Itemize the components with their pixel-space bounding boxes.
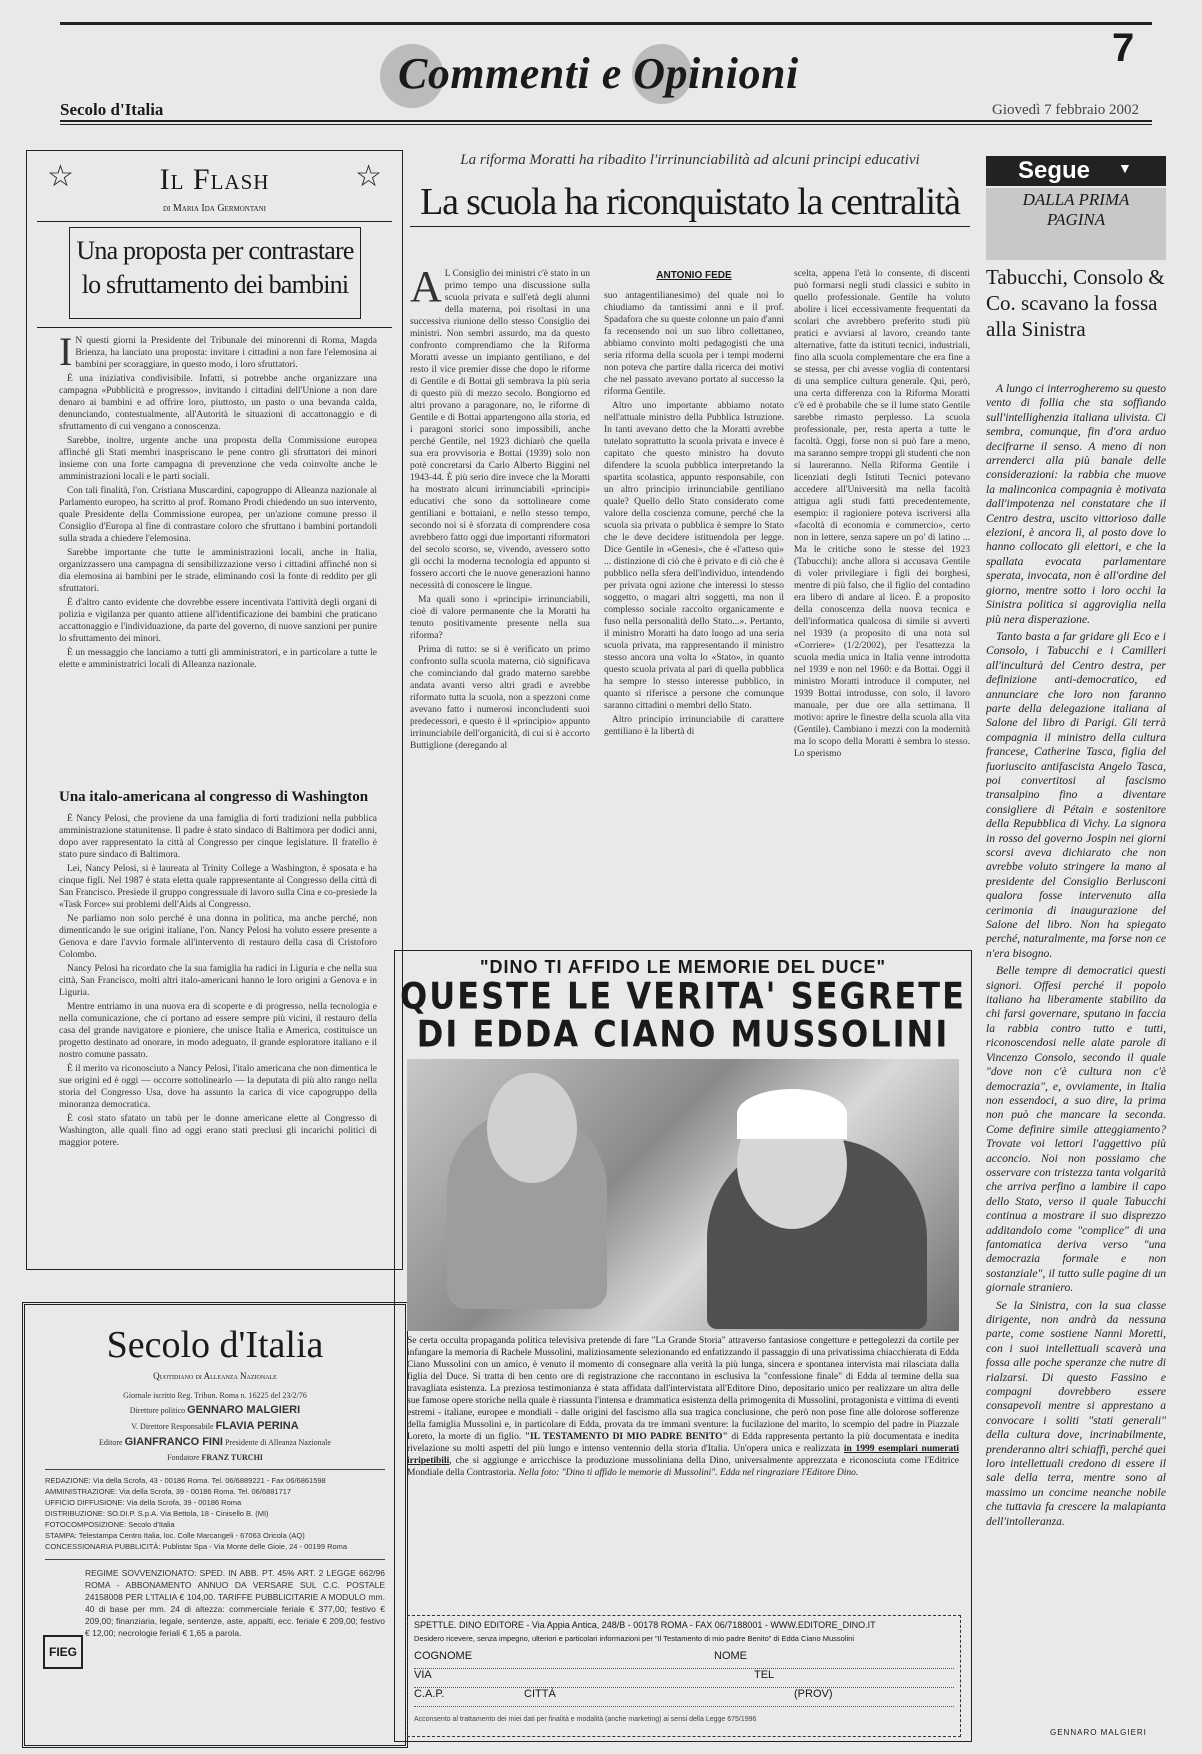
star-icon: ☆ [47,160,74,193]
article-author: ANTONIO FEDE [656,270,732,281]
article-col-2: suo antagentilianesimo) del quale noi lo chiudiamo da tantissimi anni e il prof. Spadafora che su queste colonne un paio d'anni fa recensendo noi un suo libro collettaneo, abbiamo convinto molti pedagogisti che una seria riforma della scuola per i tempi moderni non poteva che partire dalla ricerca dei motivi che nel passato avevano portato al successo la riforma Gentile. Altro uno importante abbiamo notato nell'attuale ministro della Pubblica Istruzione. In tanti avevano detto che la Moratti avrebbe tutelato soprattutto la scuola privata e invece è capitato che questo ministro ha dovuto difendere la scuola pubblica interpretando la spartita scolastica, appunto responsabile, con un altro principio irrinunciabile gentiliano quale? Quello dello Stato considerato come valore della coscienza comune, perché che la scuola sia privata o pubblica è sempre lo Stato che le deve decidere istituendola per legge. Dice Gentile in «Genesi», che è «l'atteso qui» ... distinzione di ciò che è privato e di ciò che è pubblico nella sfera dell'individuo, intendendo per privata ogni azione che interessi lo stesso soggetto, o magari altri soggetti, ma non il complesso sociale raccolto organicamente e fuso nella personalità dello Stato...». Pertanto, il ministro Moratti ha dato luogo ad una seria scuola privata, ma rappresentando il ministro stesso ancora una volta lo «Stato», in quanto questo scuola privata al pari di quella pubblica ha sempre lo stesso interesse pubblico, in quanto si riferisce a persone che comunque saranno cittadini o membri dello Stato. Altro principio irrinunciabile di carattere gentiliano è la libertà di [604,291,784,737]
advert-photo [407,1059,959,1331]
date: Giovedì 7 febbraio 2002 [992,102,1140,118]
flash-kicker: Il Flash [159,163,270,196]
colophon-title: Secolo d'Italia [106,1324,324,1366]
flash-box [26,150,403,1270]
segue-signature: GENNARO MALGIERI [1050,1728,1147,1737]
colophon-info: REDAZIONE: Via della Scrofa, 43 - 00186 Roma. Tel. 06/6889221 - Fax 06/6861598 AMMINISTRAZIONE: Via della Scrofa, 39 - 00186 Roma. Tel. 06/6881717 UFFICIO DIFFUSIONE: Via della Scrofa, 39 - 00186 Roma DISTRIBUZIONE: SO.DI.P. S.p.A. Via Bettola, 18 - Cinisello B. (MI) FOTOCOMPOSIZIONE: Secolo d'Italia STAMPA: Telestampa Centro Italia, loc. Colle Marcangeli - 67063 Oricola (AQ) CONCESSIONARIA PUBBLICITÀ: Publistar Spa - Via Monte delle Gioie, 24 - 00199 Roma [45,1476,348,1551]
advert-headline-1: QUESTE LE VERITA' SEGRETE [400,974,966,1018]
colophon-subtitle: Quotidiano di Alleanza Nazionale [153,1371,277,1381]
advert-top-line: "DINO TI AFFIDO LE MEMORIE DEL DUCE" [479,957,887,977]
fieg-logo: FIEG [43,1635,83,1669]
coupon: SPETTLE. DINO EDITORE - Via Appia Antica, 248/B - 00178 ROMA - FAX 06/7188001 - WWW.EDITORE_DINO.IT Desidero ricevere, senza impegno, ulteriori e particolari informazioni per "Il Testamento di mio padre Benito" di Edda Ciano Mussolini COGNOME NOME VIA TEL C.A.P. CITTÀ (PROV) Acconsento al trattamento dei miei dati per finalità e modalità (anche marketing) ai sensi della Legge 675/1996 [407,1615,961,1737]
cap-label: C.A.P. [414,1688,445,1700]
article-col-3: scelta, appena l'età lo consente, di discenti può formarsi negli studi classici e subito in quello professionale. Gentile ha voluto abolire i licei eccessivamente frequentati da scolari che avrebbero preferito studi più pratici e avviarsi al lavoro, creando tante alternative, fatte da istituti tecnici, industriali, fino alla scuola complementare che era fine a se stessa, per chi avesse voglia di contentarsi di una semplice cultura generale. Qui, però, una certa differenza con la Riforma Moratti c'è ed è probabile che se il lume stato Gentile sarebbe rimasto perplesso. La scuola professionale, per, resta aperta a tutte le facoltà. Oggi, forse non si può fare a meno, ma saranno sempre troppi gli studenti che non si laureranno. Nella Riforma Gentile i licenziati degli Istituti Tecnici potevano accedere all'Università ma nella facoltà attigua agli studi fatti precedentemente, esempio: il ragioniere poteva iscriversi alla «facoltà di economia e commercio», certo non in lettere, senza sapere un po' di latino ... Ma le critiche sono le stesse del 1923 (Tabucchi): anche allora si accusava Gentile di voler privilegiare i figli dei borghesi, mentre di più falso, che il figlio del contadino era libero di andare al liceo. È a proposito della conoscenza della nuova tecnica e dell'informatica qualcosa di simile si avvertì nel 1939 (a proposito di una nota sul «Corriere» (1/2/2002), per l'esattezza la scuola media unica in Italia venne introdotta nel 1939 e non nel 1960: e da Bottai. Oggi il ministro Moratti introduce il computer, nel 1939 Bottai introdusse, con solo, il lavoro manuale, per due ore alla settimana. Il motivo: aprire le finestre della scuola alla vita (Gentile). Cambiano i mezzi con la modernità ma lo scopo della Moratti è sembra lo stesso. Lo sperismo [794,269,970,759]
via-label: VIA [414,1669,432,1681]
flash-byline: di Maria Ida Germontani [163,203,266,214]
segue-sub: DALLA PRIMA PAGINA [986,188,1166,260]
article-headline: La scuola ha riconquistato la centralità [420,181,960,223]
advert-headline-2: DI EDDA CIANO MUSSOLINI [416,1012,950,1056]
paper-name: Secolo d'Italia [60,100,164,119]
page-number: 7 [1112,26,1135,70]
colophon-box: Secolo d'Italia Quotidiano di Alleanza Nazionale Giornale iscritto Reg. Tribun. Roma n. 16225 del 23/2/76 Direttore politico GENNARO MALGIERI V. Direttore Responsabile FLAVIA PERINA Editore GIANFRANCO FINI Presidente di Alleanza Nazionale Fondatore FRANZ TURCHI REDAZIONE: Via della Scrofa, 43 - 00186 Roma. Tel. 06/6889221 - Fax 06/6861598 AMMINISTRAZIONE: Via della Scrofa, 39 - 00186 Roma. Tel. 06/6881717 UFFICIO DIFFUSIONE: Via della Scrofa, 39 - 00186 Roma DISTRIBUZIONE: SO.DI.P. S.p.A. Via Bettola, 18 - Cinisello B. (MI) FOTOCOMPOSIZIONE: Secolo d'Italia STAMPA: Telestampa Centro Italia, loc. Colle Marcangeli - 67063 Oricola (AQ) CONCESSIONARIA PUBBLICITÀ: Publistar Spa - Via Monte delle Gioie, 24 - 00199 Roma REGIME SOVVENZIONATO: SPED. IN ABB. PT. 45% ART. 2 LEGGE 662/96 ROMA - ABBONAMENTO ANNUO DA VERSARE SUL C.C. POSTALE 24158008 PER L'ITALIA € 104,00. TARIFFE PUBBLICITARIE A MODULO mm. 40 di base per mm. 24 di altezza: commerciale feriale € 377,00; festivo € 209,00; finanziaria, legale, sentenze, aste, appalti, ecc. feriale € 209,00; festivo € 12,00; necrologie feriali € 1,65 a parola. FIEG [22,1302,408,1748]
star-icon: ☆ [355,160,382,193]
citta-label: CITTÀ [524,1688,556,1700]
drop-cap: I [59,335,73,374]
flash-headline-box [69,227,361,319]
article-kicker: La riforma Moratti ha ribadito l'irrinunciabilità ad alcuni principi educativi [460,152,920,168]
flash-body: I N questi giorni la Presidente del Tribunale dei minorenni di Roma, Magda Brienza, ha lanciato una proposta: invitare i cittadini a non fare l'elemosina ai bambini per scoraggiare, in questo modo, i loro sfruttatori. È una iniziativa condivisibile. Infatti, si potrebbe anche organizzare una campagna «Pubblicità e progresso», invitando i cittadini dell'Unione a non dare denaro ai bambini e ad offrire loro, piuttosto, un pasto o una bevanda calda, denunciando, contestualmente, all'Autorità le situazioni di accattonaggio e di sfruttamento di cui vengano a conoscenza. Sarebbe, inoltre, urgente anche una proposta della Commissione europea affinché gli Stati membri inaspriscano le pene contro gli sfruttatori dei minori insieme con una forte campagna di prevenzione che veda coinvolte anche le amministrazioni locali e le parti sociali. Con tali finalità, l'on. Cristiana Muscardini, capogruppo di Alleanza nazionale al Parlamento europeo, ha scritto al prof. Romano Prodi chiedendo un suo intervento, quale Presidente della Commissione europea, per un'azione comune presso il Consiglio d'Europa al fine di contrastare coloro che sfruttano i bambini portandoli sulla strada a chiedere l'elemosina. Sarebbe importante che tutte le amministrazioni locali, anche in Italia, organizzassero una campagna di sensibilizzazione verso i cittadini affinché non si dia elemosina ai bambini per le strade, eliminando così la fonte di reddito per gli sfruttatori. È d'altro canto evidente che dovrebbe essere incentivata l'attività degli organi di polizia e vigilanza per quanto attiene all'identificazione dei bambini che praticano accattonaggio e l'individuazione, da parte del governo, di nuove sanzioni per punire lo sfruttamento dei minori. È un messaggio che lanciamo a tutti gli amministratori, e in particolare a tutte le elette e amministratrici locali di Alleanza nazionale. [59,335,377,670]
colophon-subscriptions: REGIME SOVVENZIONATO: SPED. IN ABB. PT. 45% ART. 2 LEGGE 662/96 ROMA - ABBONAMENTO ANNUO DA VERSARE SUL C.C. POSTALE 24158008 PER L'ITALIA € 104,00. TARIFFE PUBBLICITARIE A MODULO mm. 40 di base per mm. 24 di altezza: commerciale feriale € 377,00; festivo € 209,00; finanziaria, legale, sentenze, aste, appalti, ecc. feriale € 209,00; festivo € 12,00; necrologie feriali € 1,65 a parola. [85,1568,385,1638]
flash-sub-body: È Nancy Pelosi, che proviene da una famiglia di forti tradizioni nella pubblica amministrazione statunitense. Il padre è stato sindaco di Baltimora per dodici anni, dopo aver rappresentato la città al Congresso per cinque legislature. Il fratello è stato pure sindaco di Baltimora. Lei, Nancy Pelosi, si è laureata al Trinity College a Washington, è sposata e ha cinque figli. Nel 1987 è stata eletta quale rappresentante al Congresso della città di San Francisco. Presiede il gruppo congressuale di lavoro sulla Cina e co-presiede la «Task Force» sui problemi dell'Aids al Congresso. Ne parliamo non solo perché è una donna in politica, ma anche perché, non dimenticando le sue origini italiane, l'on. Nancy Pelosi ha voluto essere presente a Genova e dare l'avvio formale all'intervento di restauro della casa di Cristoforo Colombo. Nancy Pelosi ha ricordato che la sua famiglia ha radici in Liguria e che nella sua città, San Francisco, molti altri italo-americani hanno le loro origini a Genova e in Liguria. Mentre entriamo in una nuova era di scoperte e di progresso, nella tecnologia e nella comunicazione, che ci portano ad essere sempre più vicini, il restauro della casa del grande navigatore e pioniere, che unisce Italia e America, costituisce un progetto destinato ad onorare, in modo adeguato, il grande esploratore italiano e il nostro comune passato. È il merito va riconosciuto a Nancy Pelosi, l'italo americana che non dimentica le sue origini ed è oggi — occorre sottolinearlo — la deputata di più alto rango nella storia del Congresso Usa, dove ha assunto la carica di vice capogruppo della minoranza democratica. È così stato sfatato un tabù per le donne americane elette al Congresso di Washington, alle quali fino ad oggi erano stati preclusi gli incarichi politici di maggior potere. [59,814,377,1148]
nome-label: NOME [714,1650,747,1662]
flash-headline: Una proposta per contrastare lo sfruttamento dei bambini [76,236,354,299]
advert-box [394,950,972,1742]
prov-label: (PROV) [794,1688,833,1700]
drop-cap: A [410,268,442,311]
cognome-label: COGNOME [414,1650,473,1662]
segue-banner: Segue ▼ [986,156,1166,186]
advert-body: Se certa occulta propaganda politica televisiva pretende di fare "La Grande Storia" attraverso fantasiose congetture e pettegolezzi da cortile per infangare la memoria di Rachele Mussolini, maliziosamente selezionando ed enfatizzando il passaggio di una privatissima chiacchierata di Edda Ciano Mussolini con un amico, è venuto il momento di consegnare alla verità la più lunga, sincera e spontanea intervista mai rilasciata dalla figlia del Duce. Si tratta di ben cento ore di registrazione che raccontano in esclusiva la "confessione finale" di Edda al termine della sua travagliata esistenza. La preziosa testimonianza è stata affidata dall'intervistata all'Editore Dino, depositario unico per realizzare un altra delle sue famose opere storiche nella quale è riassunta l'intensa e drammatica esistenza della primogenita di Mussolini, protagonista e vittima di eventi estremi - italiane, europee e mondiali - dalle origini del fascismo alla sua tragica conclusione, che però non pose fine alle dolorose sofferenze della famiglia Mussolini e, in particolare di Edda, provata da tre immani sventure: la fucilazione del marito, lo scempio del padre in Piazzale Loreto, la morte di un figlio. "IL TESTAMENTO DI MIO PADRE BENITO" di Edda rappresenta pertanto la più documentata e inedita rivelazione su molti aspetti del più lungo e intenso ventennio della storia d'Italia. Un'opera unica e realizzata in 1999 esemplari numerati irripetibili, che si aggiunge e arricchisce la produzione mussoliniana della Dino, universalmente apprezzata e riconosciuta come l'Editrice Mondiale della Contrastoria. Nella foto: "Dino ti affido le memorie di Mussolini". Edda nel ringraziare l'Editore Dino. [407,1336,959,1478]
tel-label: TEL [754,1669,775,1681]
flash-subheadline: Una italo-americana al congresso di Washington [59,789,369,805]
section-title: Commenti e Opinioni [380,38,820,108]
article-col-1: A L Consiglio dei ministri c'è stato in un primo tempo una discussione sulla scuola privata e sull'età degli alunni della materna, poi risoltasi in una successiva riunione dello stesso Consiglio dei ministri. Non sembri assurdo, ma da questo confronto comprendiamo che la Riforma Moratti avesse un impianto gentiliano, e del resto il vice premier disse che dopo le riforme di Gentile e di Bottai gli sembrava la più seria di questo più di mezzo secolo. Bongiorno ed altri provano a paragonare, no, le riforme di Gentile e di Bottai appartengono alla storia, ed i paragoni storici sono impossibili, anche perché Gentile, nel 1923 dichiarò che quella sua era provvisoria e Bottai (1939) solo non potè concretarsi da Carlo Alberto Biggini nel 1943-44. È più serio dire invece che la Moratti ha mostrato alcuni irrinunciabili «principi» educativi che sono da sottolineare come gentiliani e bottaiani, e nello stesso tempo, secondo noi si è sforzata di comprendere cosa avrebbero fatto oggi due importanti riformatori del secolo scorso, se, vivendo, avessero sotto gli occhi la moderna tecnologia ed appunto si fossero accorti che le nuove generazioni hanno necessità di conoscere le lingue. Ma quali sono i «principi» irrinunciabili, cioè di valore permanente che la Moratti ha tenuto positivamente presente nella sua riforma? Prima di tutto: se si è verificato un primo confronto sulla scuola materna, ciò significava che cominciando dal grado materno sarebbe andata avanti verso altri gradi e avrebbe riformato tutta la scuola, non a spezzoni come avevano fatto i numerosi inconcludenti suoi predecessori, e questo è il «principio» appunto irrinunciabile dell'organicità, di cui si è accorto Buttiglione (deregando al [410,268,590,751]
segue-body: A lungo ci interrogheremo su questo vento di follia che sta soffiando sull'intellighenzia italiana ulivista. Ci sembra, comunque, fin d'ora arduo decifrarne il senso. A meno di non arrenderci alla più banale delle considerazioni: la rabbia che muove la malinconica compagnia è motivata dall'impotenza nel constatare che il Centro destra, uscito vittorioso dalle elezioni, è ancora lì, al posto dove lo hanno collocato gli elettori, e che la spallata evocata parlamentare sperata, invocata, non è all'ordine del giorno, mentre sotto i loro occhi la Sinistra politica si aggroviglia nella più nera disperazione. Tanto basta a far gridare gli Eco e i Consolo, i Tabucchi e i Camilleri all'inculturà del Centro destra, per definizione anti-democratico, ed annunciare che loro non faranno parte della delegazione italiana al Salone del libro di Parigi. Gli terrà compagnia il ministro della cultura francese, Catherine Tasca, figlia del fuoriuscito antifascista Angelo Tasca, poi convertitosi al fascismo transalpino fino a diventare consigliere di Pétain e sostenitore della Repubblica di Vichy. La signora in rosso del governo Jospin nei giorni scorsi aveva dichiarato che non avrebbe voluto stringere la mano al presidente del Consiglio Berlusconi qualora fosse intervenuto alla cerimonia di inaugurazione del Salone del libro. Non ha spiegato perché, naturalmente, ma forse non ce n'era bisogno. Belle tempre di democratici questi signori. Offesi perché il popolo italiano ha liberamente stabilito da chi farsi governare, sputano in faccia la rabbia contro tutto e tutti, riconoscendosi nelle alate parole di Vincenzo Consolo, secondo il quale "dove non c'è cultura non c'è democrazia", e, ovviamente, in Italia non essendoci, a suo dire, la prima non può che mancare la seconda. Come definire simile atteggiamento? Trovate voi lettori l'aggettivo più acconcio. Noi non possiamo che osservare con tristezza tanta volgarità che arriva perfino a lambire il capo dello Stato, verso il quale Tabucchi continua a mostrare il suo disprezzo additandolo come "complice" di una fantomatica deriva verso "una democrazia formale e non sostanziale", il tutto sulle pagine di un giornale straniero. Se la Sinistra, con la sua classe dirigente, non andrà da nessuna parte, come sostiene Nanni Moretti, con i suoi intellettuali scaverà una fossa alle poche speranze che nutre di rialzarsi. Di questo Fassino e compagni dovrebbero essere consapevoli mentre si apprestano a convocare i soliti "stati generali" della cultura dove, incrinabilmente, prenderanno altri schiaffi, perché quei loro intellettuali credono di essere il sale della terra, mentre sono al massimo un concime neanche nobile che tuttavia fa crescere la malapianta dell'intolleranza. [986,382,1166,1528]
arrow-down-icon: ▼ [1118,162,1132,177]
segue-headline: Tabucchi, Consolo & Co. scavano la fossa alla Sinistra [986,265,1165,341]
